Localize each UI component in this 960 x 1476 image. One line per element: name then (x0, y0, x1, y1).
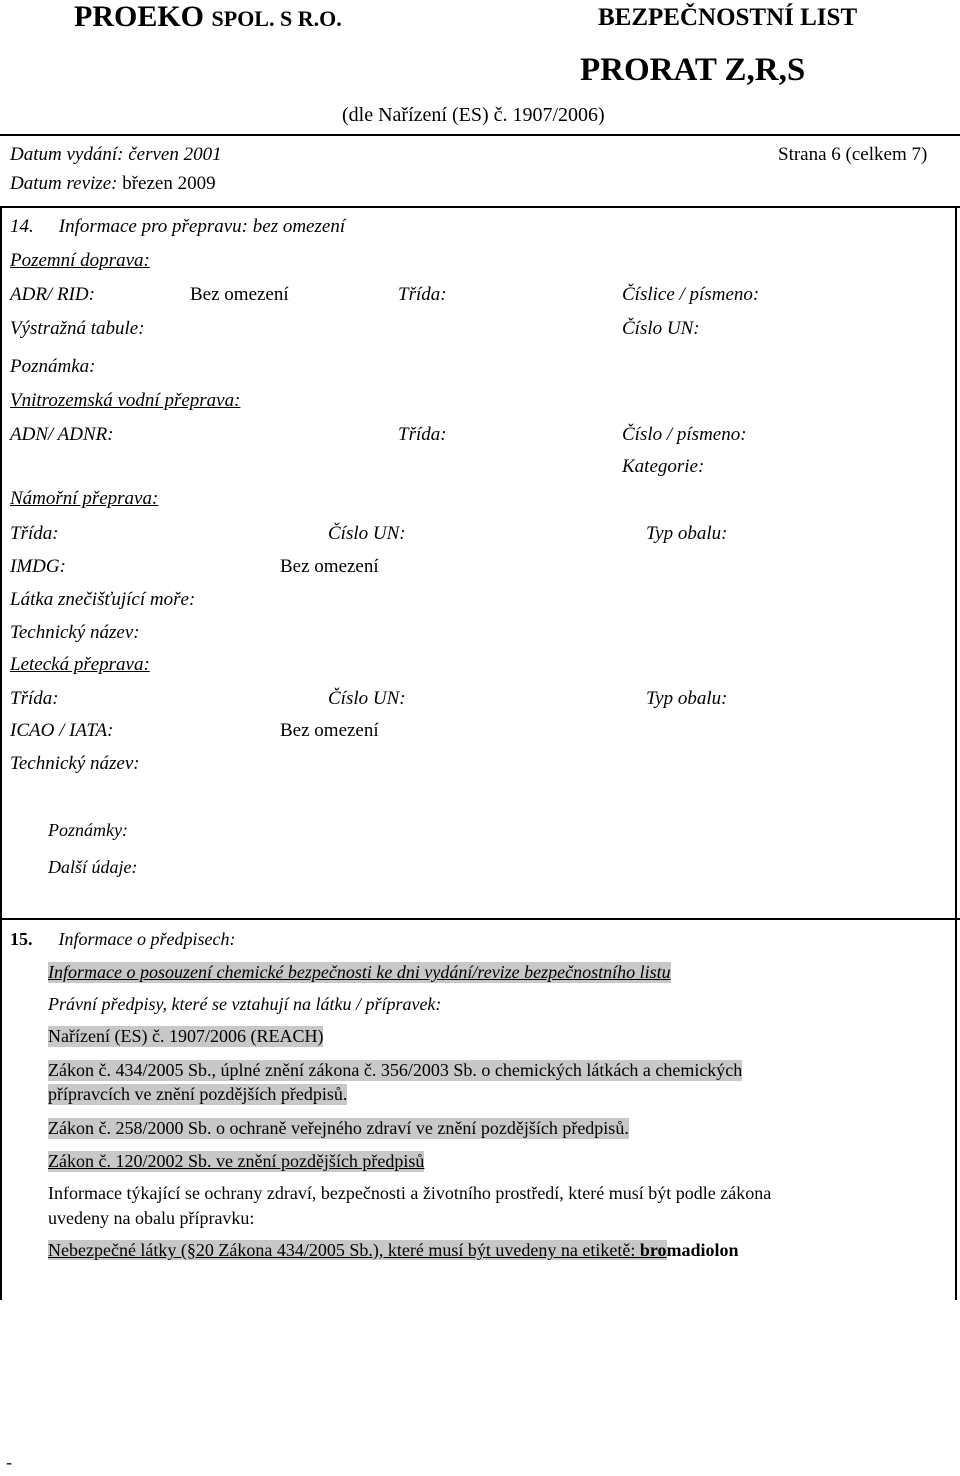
adr-label: ADR/ RID: (10, 284, 95, 305)
label-info-line1: Informace týkající se ochrany zdraví, bezpečnosti a životního prostředí, které musí být podle zákona (48, 1183, 772, 1203)
sea-un-label: Číslo UN: (328, 523, 406, 544)
company-name (74, 0, 342, 34)
land-digit-label: Číslice / písmeno: (622, 284, 760, 305)
header-rule (0, 134, 960, 136)
company-main: PROEKO (74, 0, 205, 33)
law-120: Zákon č. 120/2002 Sb. ve znění pozdějších předpisů (48, 1151, 425, 1171)
section15-right-border (955, 920, 957, 1300)
air-un-label: Číslo UN: (328, 688, 406, 709)
air-pack-label: Typ obalu: (646, 688, 728, 709)
product-name: PRORAT Z,R,S (580, 52, 806, 88)
other-info-label: Další údaje: (48, 857, 138, 877)
footer-dash: - (6, 1452, 12, 1472)
law-434-line2: přípravcích ve znění pozdějších předpisů. (48, 1084, 348, 1104)
land-un-label: Číslo UN: (622, 318, 700, 339)
section14-bottom-rule (0, 918, 960, 920)
sea-pack-label: Typ obalu: (646, 523, 728, 544)
notes-label: Poznámky: (48, 820, 128, 840)
section14-right-border (955, 206, 957, 922)
issue-date: Datum vydání: červen 2001 (10, 144, 222, 165)
land-class-label: Třída: (398, 284, 447, 305)
sea-technical-name-label: Technický název: (10, 622, 140, 643)
doc-type: BEZPEČNOSTNÍ LIST (598, 4, 858, 31)
company-suffix: SPOL. S R.O. (211, 6, 342, 31)
marine-pollutant-label: Látka znečišťující moře: (10, 589, 196, 610)
section15-left-border (0, 920, 2, 1300)
air-heading: Letecká přeprava: (10, 654, 150, 675)
inland-heading: Vnitrozemská vodní přeprava: (10, 390, 241, 411)
section14-left-border (0, 206, 2, 922)
page-info: Strana 6 (celkem 7) (778, 144, 928, 165)
land-note-label: Poznámka: (10, 356, 96, 377)
adr-value: Bez omezení (190, 284, 289, 305)
reach-regulation: Nařízení (ES) č. 1907/2006 (REACH) (48, 1026, 324, 1046)
section15-heading: 15. Informace o předpisech: (10, 929, 236, 949)
assessment-info: Informace o posouzení chemické bezpečnosti ke dni vydání/revize bezpečnostního listu (48, 962, 671, 982)
adn-label: ADN/ ADNR: (10, 424, 114, 445)
inland-number-label: Číslo / písmeno: (622, 424, 747, 445)
section14-top-rule (0, 206, 960, 208)
imdg-value: Bez omezení (280, 556, 379, 577)
section14-heading: 14. Informace pro přepravu: bez omezení (10, 216, 346, 237)
land-heading: Pozemní doprava: (10, 250, 150, 271)
sea-class-label: Třída: (10, 523, 59, 544)
icao-value: Bez omezení (280, 720, 379, 741)
inland-category-label: Kategorie: (622, 456, 705, 477)
regulation-note: (dle Nařízení (ES) č. 1907/2006) (342, 104, 605, 126)
inland-class-label: Třída: (398, 424, 447, 445)
air-class-label: Třída: (10, 688, 59, 709)
imdg-label: IMDG: (10, 556, 66, 577)
law-258: Zákon č. 258/2000 Sb. o ochraně veřejného zdraví ve znění pozdějších předpisů. (48, 1118, 629, 1138)
law-434-line1: Zákon č. 434/2005 Sb., úplné znění zákona č. 356/2003 Sb. o chemických látkách a chemických (48, 1060, 743, 1080)
warning-plate-label: Výstražná tabule: (10, 318, 145, 339)
revision-date: Datum revize: březen 2009 (10, 173, 216, 194)
air-technical-name-label: Technický název: (10, 753, 140, 774)
legal-intro: Právní předpisy, které se vztahují na látku / přípravek: (48, 994, 442, 1014)
label-info-line2: uvedeny na obalu přípravku: (48, 1208, 255, 1228)
icao-label: ICAO / IATA: (10, 720, 114, 741)
sea-heading: Námořní přeprava: (10, 488, 159, 509)
hazardous-substances: Nebezpečné látky (§20 Zákona 434/2005 Sb.), které musí být uvedeny na etiketě: bromadiolon (48, 1240, 739, 1260)
